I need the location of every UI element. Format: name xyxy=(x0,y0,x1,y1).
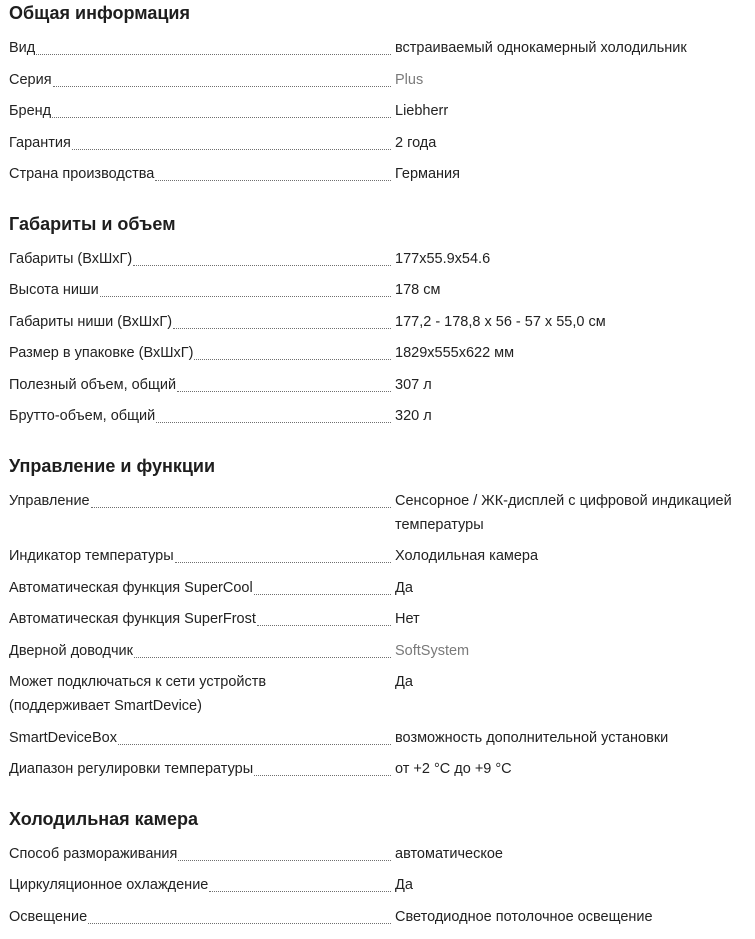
spec-label-cell xyxy=(9,162,391,186)
spec-label-cell xyxy=(9,404,391,428)
spec-label: Индикатор температуры xyxy=(9,548,174,564)
spec-row xyxy=(9,400,755,432)
spec-value: Да xyxy=(395,674,413,690)
spec-value: Сенсорное / ЖК-дисплей с цифровой индикацией температуры xyxy=(395,492,732,533)
dotted-leader xyxy=(254,576,391,595)
section-title: Общая информация xyxy=(9,3,190,23)
spec-label-cell xyxy=(9,278,391,302)
spec-label-cell xyxy=(9,873,391,897)
spec-row xyxy=(9,666,755,722)
spec-row xyxy=(9,901,755,933)
spec-value: Холодильная камера xyxy=(395,548,539,564)
dotted-leader xyxy=(156,404,391,423)
spec-value: Liebherr xyxy=(395,103,449,119)
spec-label: Автоматическая функция SuperFrost xyxy=(9,611,256,627)
spec-label-cell xyxy=(9,576,391,600)
spec-row xyxy=(9,337,755,369)
dotted-leader xyxy=(254,757,391,776)
spec-row xyxy=(9,572,755,604)
spec-label: Циркуляционное охлаждение xyxy=(9,877,209,893)
spec-label: Габариты ниши (ВхШхГ) xyxy=(9,313,173,330)
spec-value: Да xyxy=(395,579,413,596)
spec-label-cell xyxy=(9,842,391,866)
dotted-leader xyxy=(177,373,391,392)
spec-label: Вид xyxy=(9,40,36,56)
dotted-leader xyxy=(175,544,391,563)
spec-label: Серия xyxy=(9,71,52,88)
spec-value: Да xyxy=(395,877,413,893)
spec-label: Высота ниши xyxy=(9,282,99,298)
spec-label-cell xyxy=(9,68,391,92)
spec-label: Диапазон регулировки температуры xyxy=(9,761,254,777)
spec-label-cell xyxy=(9,373,391,397)
spec-label: SmartDeviceBox xyxy=(9,729,117,746)
spec-label-cell xyxy=(9,247,391,271)
section-title: Габариты и объем xyxy=(9,213,176,234)
spec-row xyxy=(9,485,755,541)
section-title: Холодильная камера xyxy=(9,808,198,829)
spec-value: встраиваемый однокамерный холодильник xyxy=(395,40,687,56)
spec-label-cell xyxy=(9,757,391,781)
dotted-leader xyxy=(194,341,391,360)
spec-row xyxy=(9,722,755,754)
spec-row xyxy=(9,32,755,64)
spec-label-cell xyxy=(9,310,391,334)
spec-label: Брутто-объем, общий xyxy=(9,408,156,424)
spec-label: Страна производства xyxy=(9,166,155,182)
spec-value: 177x55.9x54.6 xyxy=(395,250,491,267)
spec-row xyxy=(9,869,755,901)
spec-label-cell xyxy=(9,607,391,631)
spec-value: 307 л xyxy=(395,376,432,393)
dotted-leader xyxy=(36,36,391,55)
spec-label-cell xyxy=(9,639,391,663)
section-dimensions xyxy=(9,211,755,432)
dotted-leader xyxy=(134,639,391,658)
spec-row xyxy=(9,838,755,870)
spec-label: Способ размораживания xyxy=(9,845,178,862)
spec-value: 178 см xyxy=(395,282,441,298)
spec-row xyxy=(9,274,755,306)
spec-row xyxy=(9,243,755,275)
spec-value: 177,2 - 178,8 x 56 - 57 x 55,0 см xyxy=(395,313,606,330)
spec-label-cell xyxy=(9,131,391,155)
spec-value-link[interactable]: Plus xyxy=(395,71,424,88)
spec-label-cell xyxy=(9,99,391,123)
spec-value: Германия xyxy=(395,166,461,182)
spec-value: возможность дополнительной установки xyxy=(395,729,669,746)
spec-row xyxy=(9,635,755,667)
spec-label-cell xyxy=(9,36,391,60)
spec-label: Размер в упаковке (ВхШхГ) xyxy=(9,345,194,361)
dotted-leader xyxy=(133,247,391,266)
section-controls-functions xyxy=(9,453,755,785)
spec-value: 2 года xyxy=(395,134,437,151)
spec-label: Гарантия xyxy=(9,134,71,151)
dotted-leader xyxy=(91,489,391,508)
spec-label-cell xyxy=(9,341,391,365)
spec-row xyxy=(9,64,755,96)
spec-row xyxy=(9,753,755,785)
section-title: Управление и функции xyxy=(9,455,216,476)
dotted-leader xyxy=(53,68,391,87)
spec-value: 1829x555x622 мм xyxy=(395,345,515,361)
spec-value-link[interactable]: SoftSystem xyxy=(395,642,470,659)
dotted-leader xyxy=(88,905,391,924)
spec-row xyxy=(9,540,755,572)
spec-label: Управление xyxy=(9,492,90,509)
spec-value: 320 л xyxy=(395,408,432,424)
spec-row xyxy=(9,158,755,190)
spec-label: Автоматическая функция SuperCool xyxy=(9,579,253,596)
spec-label-cell xyxy=(9,726,391,750)
spec-label: Полезный объем, общий xyxy=(9,376,177,393)
dotted-leader xyxy=(52,99,391,118)
spec-value: Светодиодное потолочное освещение xyxy=(395,908,653,925)
spec-row xyxy=(9,369,755,401)
spec-label: Дверной доводчик xyxy=(9,642,133,659)
spec-label-cell xyxy=(9,489,391,513)
spec-row xyxy=(9,95,755,127)
section-fridge-compartment xyxy=(9,806,755,933)
spec-row xyxy=(9,306,755,338)
dotted-leader xyxy=(209,873,391,892)
spec-value: от +2 °C до +9 °C xyxy=(395,761,512,777)
spec-label-cell xyxy=(9,670,391,718)
spec-label: Габариты (ВхШхГ) xyxy=(9,250,133,267)
spec-label-cell xyxy=(9,905,391,929)
dotted-leader xyxy=(100,278,391,297)
dotted-leader xyxy=(178,842,391,861)
spec-label: Может подключаться к сети устройств (поддерживает SmartDevice) xyxy=(9,674,267,714)
spec-row xyxy=(9,127,755,159)
spec-label: Бренд xyxy=(9,103,52,119)
dotted-leader xyxy=(173,310,391,329)
spec-value: автоматическое xyxy=(395,845,503,862)
dotted-leader xyxy=(118,726,391,745)
spec-label-cell xyxy=(9,544,391,568)
dotted-leader xyxy=(72,131,391,150)
dotted-leader xyxy=(257,607,391,626)
section-general-info xyxy=(9,0,755,190)
spec-label: Освещение xyxy=(9,908,88,925)
spec-row xyxy=(9,603,755,635)
dotted-leader xyxy=(155,162,391,181)
spec-value: Нет xyxy=(395,611,420,627)
